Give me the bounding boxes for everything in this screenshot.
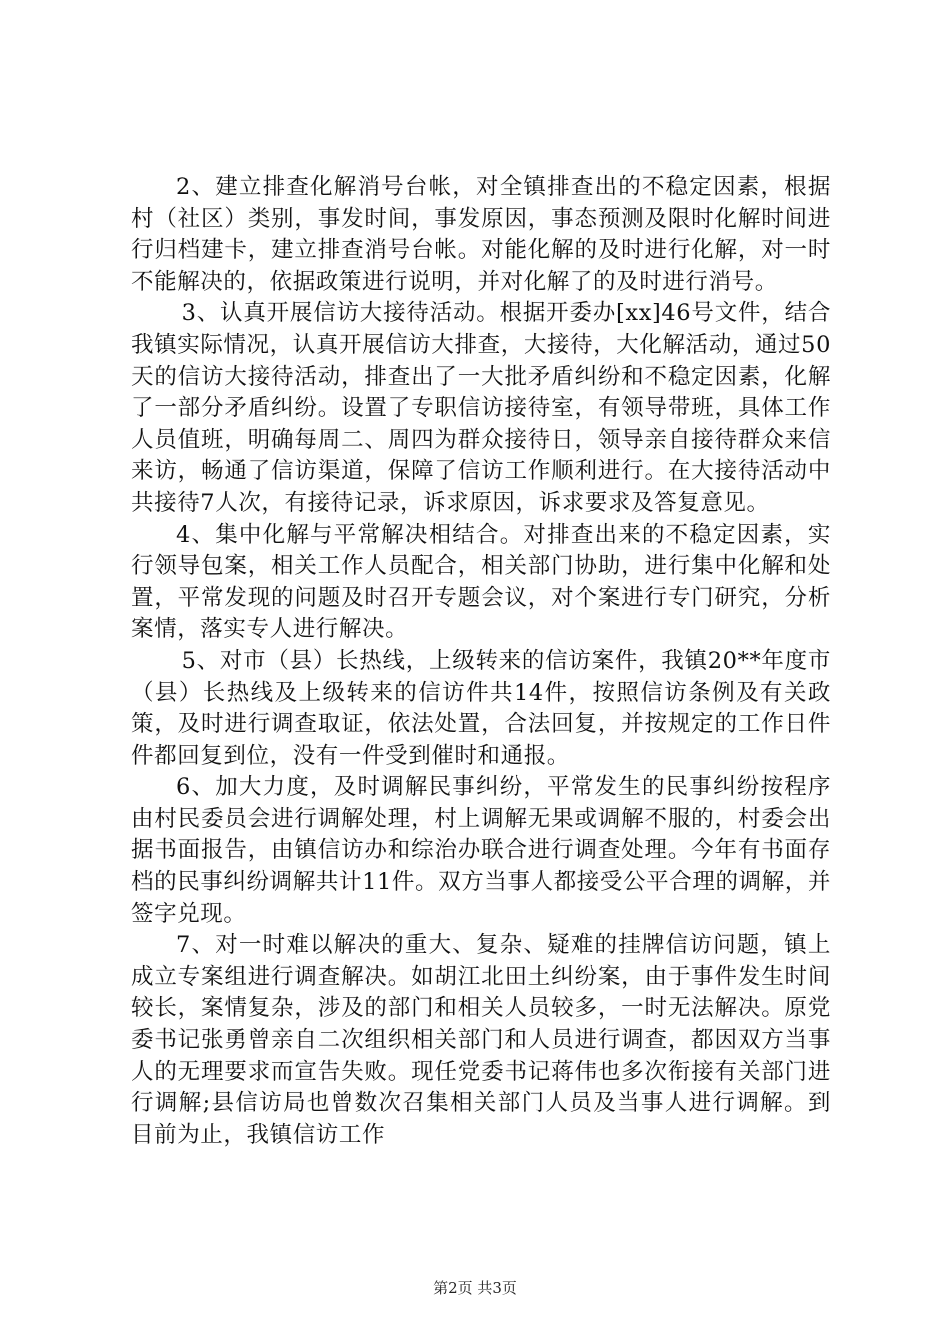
paragraph-item-7: 7、对一时难以解决的重大、复杂、疑难的挂牌信访问题，镇上成立专案组进行调查解决。如胡江北田土纠纷案，由于事件发生时间较长，案情复杂，涉及的部门和相关人员较多，一时无法解决。原党委书记张勇曾亲自二次组织相关部门和人员进行调查，都因双方当事人的无理要求而宣告失败。现任党委书记蒋伟也多次衔接有关部门进行调解;县信访局也曾数次召集相关部门人员及当事人进行调解。到目前为止，我镇信访工作 — [131, 932, 831, 1148]
paragraph-item-3: 3、认真开展信访大接待活动。根据开委办[xx]46号文件，结合我镇实际情况，认真开展信访大排查，大接待，大化解活动，通过50天的信访大接待活动，排查出了一大批矛盾纠纷和不稳定因素，化解了一部分矛盾纠纷。设置了专职信访接待室，有领导带班，具体工作人员值班，明确每周二、周四为群众接待日，领导亲自接待群众来信来访，畅通了信访渠道，保障了信访工作顺利进行。在大接待活动中共接待7人次，有接待记录，诉求原因，诉求要求及答复意见。 — [131, 300, 831, 516]
paragraph-item-2: 2、建立排查化解消号台帐，对全镇排查出的不稳定因素，根据村（社区）类别，事发时间，事发原因，事态预测及限时化解时间进行归档建卡，建立排查消号台帐。对能化解的及时进行化解，对一时不能解决的，依据政策进行说明，并对化解了的及时进行消号。 — [131, 174, 831, 295]
paragraph-item-6: 6、加大力度，及时调解民事纠纷，平常发生的民事纠纷按程序由村民委员会进行调解处理，村上调解无果或调解不服的，村委会出据书面报告，由镇信访办和综治办联合进行调查处理。今年有书面存档的民事纠纷调解共计11件。双方当事人都接受公平合理的调解，并签字兑现。 — [131, 774, 831, 927]
paragraph-item-5: 5、对市（县）长热线，上级转来的信访案件，我镇20**年度市（县）长热线及上级转来的信访件共14件，按照信访条例及有关政策，及时进行调查取证，依法处置，合法回复，并按规定的工作日件件都回复到位，没有一件受到催时和通报。 — [131, 647, 831, 769]
page-number-footer: 第2页 共3页 — [433, 1279, 517, 1297]
document-body — [131, 172, 831, 1151]
paragraph-item-4: 4、集中化解与平常解决相结合。对排查出来的不稳定因素，实行领导包案，相关工作人员配合，相关部门协助，进行集中化解和处置，平常发现的问题及时召开专题会议，对个案进行专门研究，分析案情，落实专人进行解决。 — [131, 521, 831, 643]
